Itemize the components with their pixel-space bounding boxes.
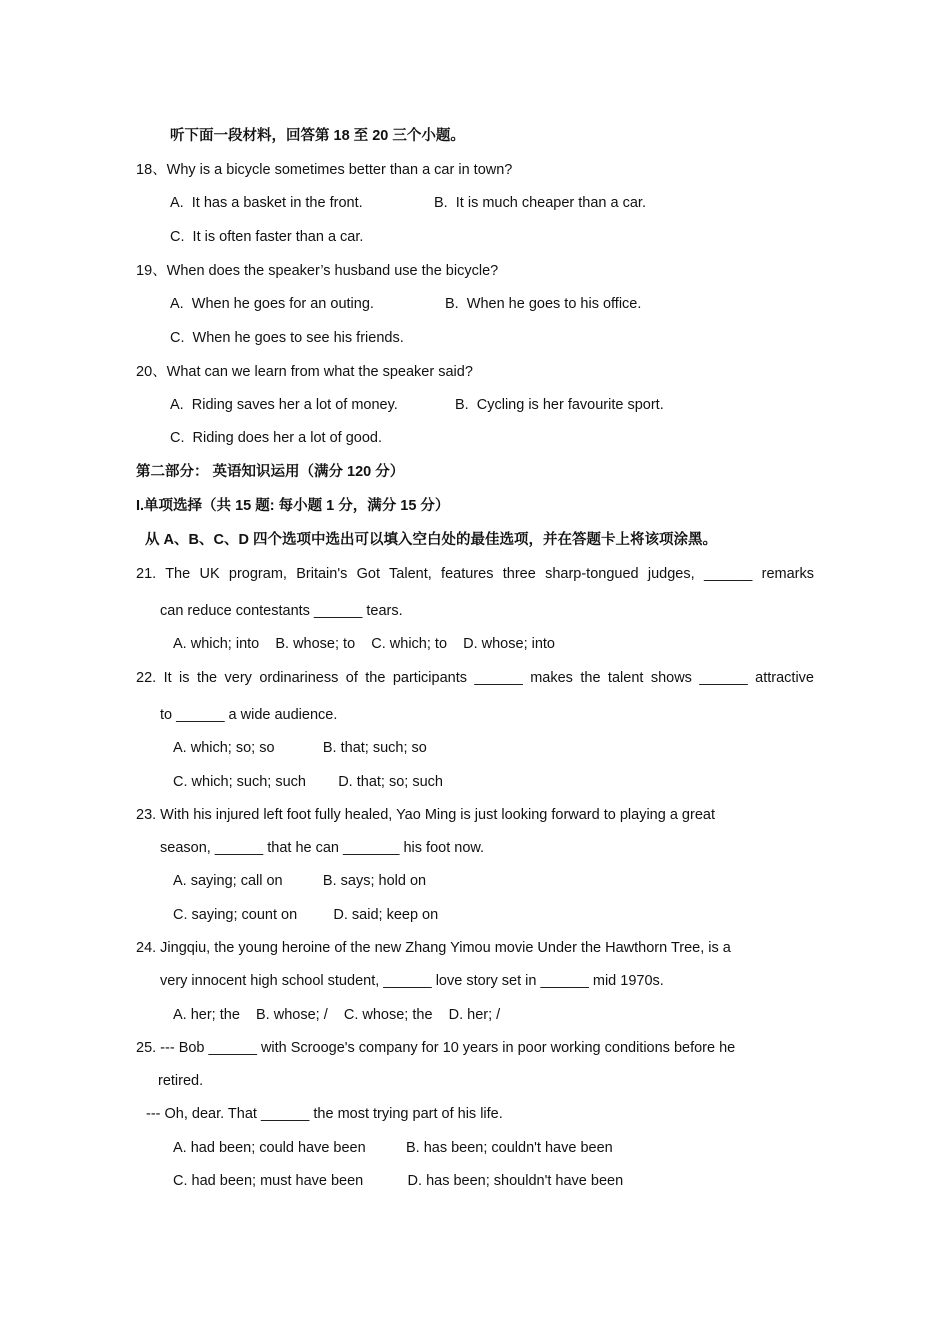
question-23-options-row-1: A. saying; call on B. says; hold on bbox=[173, 873, 427, 889]
question-18-option-b: B. It is much cheaper than a car. bbox=[434, 195, 646, 211]
question-20-option-a: A. Riding saves her a lot of money. bbox=[170, 397, 398, 413]
question-20-option-c: C. Riding does her a lot of good. bbox=[170, 430, 382, 446]
question-23-options-row-2: C. saying; count on D. said; keep on bbox=[173, 907, 439, 923]
question-21-line-1: 21. The UK program, Britain's Got Talent, features three sharp-tongued judges, ______ remarks bbox=[136, 566, 814, 582]
listening-instruction: 听下面一段材料，回答第 18 至 20 三个小题。 bbox=[170, 128, 465, 144]
question-25-line-3: --- Oh, dear. That ______ the most trying part of his life. bbox=[146, 1106, 503, 1122]
question-25-line-2: retired. bbox=[158, 1073, 204, 1089]
question-21-options: A. which; into B. whose; to C. which; to D. whose; into bbox=[173, 636, 555, 652]
question-19-option-a: A. When he goes for an outing. bbox=[170, 296, 374, 312]
question-24-line-1: 24. Jingqiu, the young heroine of the new Zhang Yimou movie Under the Hawthorn Tree, is a bbox=[136, 940, 731, 956]
question-21-line-2: can reduce contestants ______ tears. bbox=[160, 603, 403, 619]
question-24-line-2: very innocent high school student, ______ love story set in ______ mid 1970s. bbox=[160, 973, 664, 989]
question-25-options-row-2: C. had been; must have been D. has been; shouldn't have been bbox=[173, 1173, 624, 1189]
question-23-line-2: season, ______ that he can _______ his foot now. bbox=[160, 840, 485, 856]
question-22-options-row-1: A. which; so; so B. that; such; so bbox=[173, 740, 427, 756]
question-22-options-row-2: C. which; such; such D. that; so; such bbox=[173, 774, 443, 790]
question-18-stem: 18、Why is a bicycle sometimes better than a car in town? bbox=[136, 162, 513, 178]
question-19-option-b: B. When he goes to his office. bbox=[445, 296, 642, 312]
question-19-stem: 19、When does the speaker’s husband use the bicycle? bbox=[136, 263, 499, 279]
part-2-title: 第二部分： 英语知识运用（满分 120 分） bbox=[136, 464, 405, 480]
question-24-options: A. her; the B. whose; / C. whose; the D. her; / bbox=[173, 1007, 501, 1023]
section-1-title: I.单项选择（共 15 题: 每小题 1 分，满分 15 分） bbox=[136, 498, 450, 514]
section-1-instruction: 从 A、B、C、D 四个选项中选出可以填入空白处的最佳选项，并在答题卡上将该项涂黑。 bbox=[145, 532, 717, 548]
question-18-option-a: A. It has a basket in the front. bbox=[170, 195, 363, 211]
question-23-line-1: 23. With his injured left foot fully healed, Yao Ming is just looking forward to playing a great bbox=[136, 807, 715, 823]
question-18-option-c: C. It is often faster than a car. bbox=[170, 229, 364, 245]
question-22-line-1: 22. It is the very ordinariness of the participants ______ makes the talent shows ______ attractive bbox=[136, 670, 814, 686]
question-19-option-c: C. When he goes to see his friends. bbox=[170, 330, 404, 346]
question-25-options-row-1: A. had been; could have been B. has been; couldn't have been bbox=[173, 1140, 613, 1156]
question-22-line-2: to ______ a wide audience. bbox=[160, 707, 338, 723]
question-20-option-b: B. Cycling is her favourite sport. bbox=[455, 397, 664, 413]
question-25-line-1: 25. --- Bob ______ with Scrooge's company for 10 years in poor working conditions before he bbox=[136, 1040, 736, 1056]
question-20-stem: 20、What can we learn from what the speaker said? bbox=[136, 364, 473, 380]
